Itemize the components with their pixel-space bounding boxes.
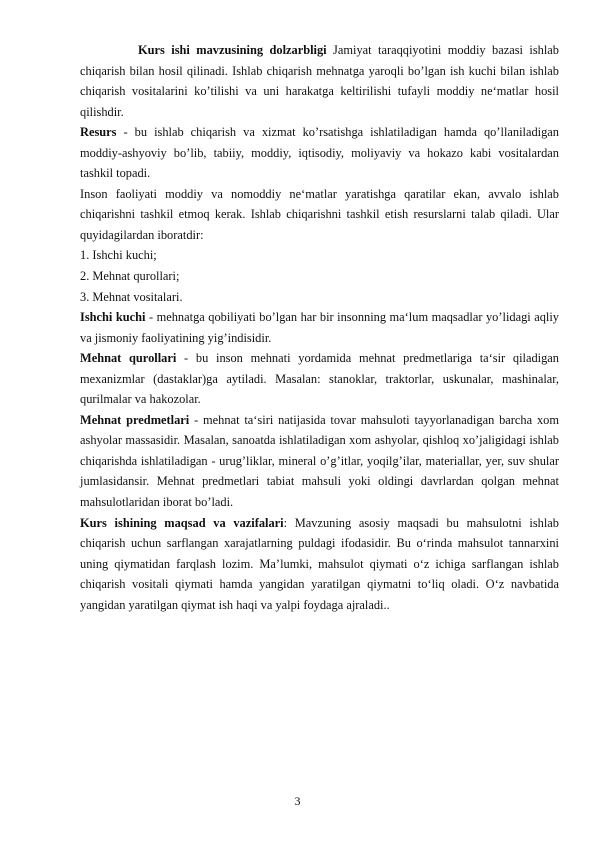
document-page [80,40,559,615]
term-labor-tools: Mehnat qurollari [80,351,177,366]
definition-labor-force [80,307,559,348]
definition-labor-tools [80,348,559,410]
page-number: 3 [294,794,301,808]
text-labor-force: - mehnatga qobiliyati bo’lgan har bir insonning ma‘lum maqsadlar yo’lidagi aqliy va jismoniy faoliyatining yig’indisidir. [80,310,559,345]
list-item: 3. Mehnat vositalari. [80,289,183,304]
term-resource: Resurs [80,125,117,140]
text-production: Inson faoliyati moddiy va nomoddiy ne‘matlar yaratishga qaratilar ekan, avvalo ishlab chiqarishni tashkil etmoq kerak. Ishlab chiqarishni tashkil etish resurslarni talab qiladi. Ular quyidagilardan iboratdir: [80,186,559,242]
text-labor-objects: - mehnat ta‘siri natijasida tovar mahsuloti tayyorlanadigan barcha xom ashyolar massasidir. Masalan, sanoatda ishlatiladigan xom ashyolar, qishloq xo’jaligidagi ishlab chiqarishda ishlatiladigan - urug’liklar, mineral o’g’itlar, yoqilg’ilar, materiallar, yer, suv shular jumlasidansir. Mehnat predmetlari tabiat mahsuli yoki oldingi davrlardan qolgan mehnat mahsulotlaridan iborat bo’ladi. [80,412,559,510]
text-relevance: Jamiyat taraqqiyotini moddiy bazasi ishlab chiqarish bilan hosil qilinadi. Ishlab chiqarish mehnatga yaroqli bo’lgan ish kuchi bilan ishlab chiqarish vositalarini ko’tilishi va uni harakatga keltirilishi tufayli moddiy ne‘matlar hosil qilishdir. [80,43,560,119]
list-item: 2. Mehnat qurollari; [80,269,180,284]
paragraph-relevance [80,40,559,122]
text-resource: - bu ishlab chiqarish va xizmat ko’rsatishga ishlatiladigan hamda qo’llaniladigan moddiy-ashyoviy bo’lib, tabiiy, moddiy, iqtisodiy, moliyaviy va hokazo kabi vositalardan tashkil topadi. [80,125,559,181]
text-labor-tools: - bu inson mehnati yordamida mehnat predmetlariga ta‘sir qiladigan mexanizmlar (dastaklar)ga aytiladi. Masalan: stanoklar, traktorlar, uskunalar, mashinalar, qurilmalar va hakozolar. [80,351,559,407]
text-goal: : Mavzuning asosiy maqsadi bu mahsulotni ishlab chiqarish uchun sarflangan xarajatlarning puldagi ifodasidir. Bu o‘rinda mahsulot tannarxini uning qiymatidan farqlash lozim. Ma’lumki, mahsulot qiymati o‘z ichiga sarflangan ishlab chiqarish vositali qiymati hamda yangidan yaratilgan qiymatni to‘liq oladi. O‘z navbatida yangidan yaratilgan qiymat ish haqi va yalpi foydaga ajraladi.. [80,515,559,612]
list-item: 1. Ishchi kuchi; [80,248,157,263]
term-labor-objects: Mehnat predmetlari [80,412,190,427]
term-relevance: Kurs ishi mavzusining dolzarbligi [138,43,327,57]
term-labor-force: Ishchi kuchi [80,310,146,325]
paragraph-resource [80,122,559,184]
definition-labor-objects [80,410,559,513]
definition-goal [80,513,559,616]
paragraph-production [80,184,559,246]
term-goal: Kurs ishining maqsad va vazifalari [80,515,284,530]
